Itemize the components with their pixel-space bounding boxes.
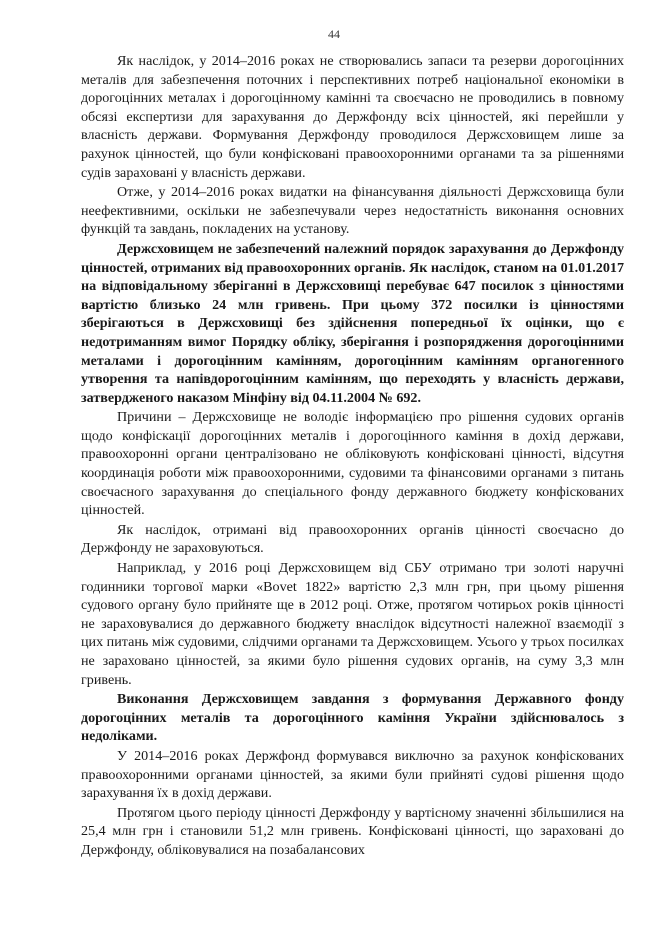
paragraph-5: Як наслідок, отримані від правоохоронних органів цінності своєчасно до Держфонду не зараховуються. [81, 521, 624, 557]
paragraph-6: Наприклад, у 2016 році Держсховищем від СБУ отримано три золоті наручні годинники торгової марки «Bovet 1822» вартістю 2,3 млн грн, при цьому рішення судового органу було прийняте ще в 2012 році. Отже, протягом чотирьох років цінності не зараховувалися до державного бюджету внаслідок відсутності належної взаємодії з цих питань між судовими, слідчими органами та Держсховищем. Усього у трьох посилках не зараховано цінностей, за якими було рішення судових органів, на суму 3,3 млн гривень. [81, 560, 624, 688]
paragraph-3-bold-finding: Держсховищем не забезпечений належний порядок зарахування до Держфонду цінностей, отриманих від правоохоронних органів. Як наслідок, станом на 01.01.2017 на відповідальному зберіганні в Держсховищі перебуває 647 посилок з цінностями вартістю близько 24 млн гривень. При цьому 372 посилки із цінностями зберігаються в Держсховищі без здійснення попередньої їх оцінки, що є недотриманням вимог Порядку обліку, зберігання і розпорядження дорогоцінними металами і дорогоцінним камінням, дорогоцінним камінням органогенного утворення та напівдорогоцінним камінням, що переходять у власність держави, затвердженого наказом Мінфіну від 04.11.2004 № 692. [81, 240, 624, 406]
paragraph-2: Отже, у 2014–2016 роках видатки на фінансування діяльності Держсховища були неефективними, оскільки не забезпечували через недостатність виконання основних функцій та завдань, покладених на установу. [81, 184, 624, 238]
document-body [81, 52, 624, 860]
paragraph-8: У 2014–2016 роках Держфонд формувався виключно за рахунок конфіскованих правоохоронними органами цінностей, за якими були прийняті судові рішення щодо зарахування їх в дохід держави. [81, 747, 624, 802]
paragraph-1: Як наслідок, у 2014–2016 роках не створювались запаси та резерви дорогоцінних металів для забезпечення поточних і перспективних потреб національної економіки в дорогоцінних металах і дорогоцінному камінні та своєчасно не проводились в повному обсязі експертизи для зарахування до Держфонду всіх цінностей, які перейшли у власність держави. Формування Держфонду проводилося Держсховищем лише за рахунок цінностей, що були конфісковані правоохоронними органами та за рішеннями судів зараховані у власність держави. [81, 53, 624, 181]
paragraph-9: Протягом цього періоду цінності Держфонду у вартісному значенні збільшилися на 25,4 млн грн і становили 51,2 млн гривень. Конфісковані цінності, що зараховані до Держфонду, обліковувалися на позабалансових [81, 804, 624, 858]
page-number: 44 [328, 27, 340, 41]
paragraph-7-bold-finding: Виконання Держсховищем завдання з формування Державного фонду дорогоцінних металів та дорогоцінного каміння України здійснювалось з недоліками. [81, 691, 624, 745]
paragraph-4: Причини – Держсховище не володіє інформацією про рішення судових органів щодо конфіскації дорогоцінних металів і дорогоцінного каміння в дохід держави, правоохоронні органи централізовано не обліковують конфісковані цінності, відсутня координація роботи між правоохоронними, судовими та фінансовими органами з питань своєчасного зарахування до спеціального фонду державного бюджету конфіскованих цінностей. [81, 409, 624, 519]
